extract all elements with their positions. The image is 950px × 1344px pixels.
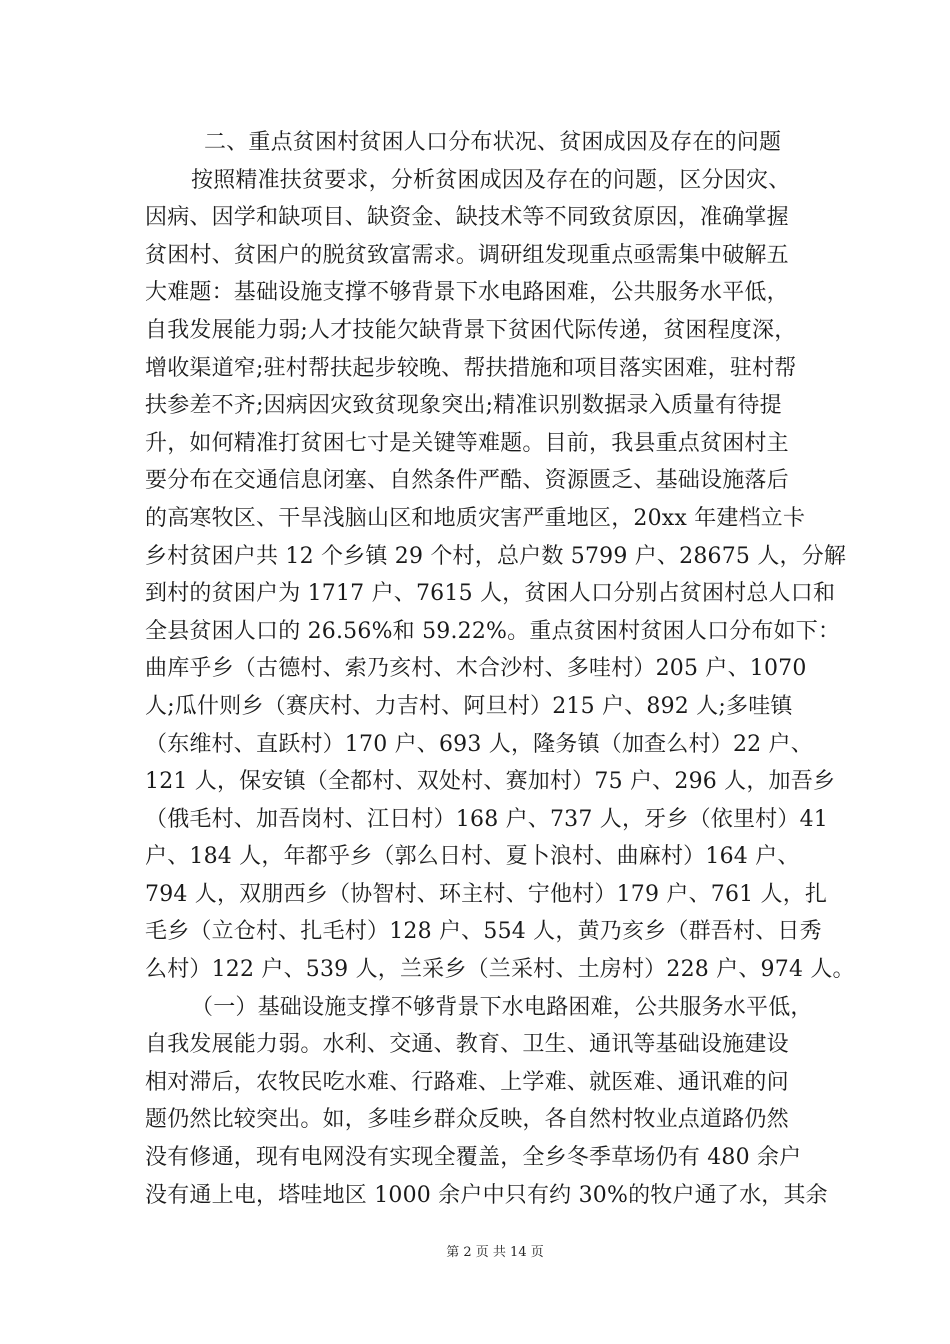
- text-line: 的高寒牧区、干旱浅脑山区和地质灾害严重地区，20xx 年建档立卡: [145, 505, 806, 531]
- paragraph-1: [145, 162, 855, 989]
- section-heading: 二、重点贫困村贫困人口分布状况、贫困成因及存在的问题: [204, 130, 782, 155]
- document-body: [145, 124, 855, 1214]
- text-line: 贫困村、贫困户的脱贫致富需求。调研组发现重点亟需集中破解五: [145, 242, 789, 268]
- page-footer: [0, 1245, 950, 1261]
- text-line: 扶参差不齐;因病因灾致贫现象突出;精准识别数据录入质量有待提: [145, 393, 782, 419]
- text-line: 要分布在交通信息闭塞、自然条件严酷、资源匮乏、基础设施落后: [145, 468, 789, 494]
- text-line: 相对滞后，农牧民吃水难、行路难、上学难、就医难、通讯难的问: [145, 1069, 789, 1095]
- text-line: 曲库乎乡（古德村、索乃亥村、木合沙村、多哇村）205 户、1070: [145, 656, 807, 682]
- text-line: 自我发展能力弱。水利、交通、教育、卫生、通讯等基础设施建设: [145, 1032, 789, 1058]
- text-line: 么村）122 户、539 人，兰采乡（兰采村、土房村）228 户、974 人。: [145, 957, 855, 983]
- text-line: 没有通上电，塔哇地区 1000 余户中只有约 30%的牧户通了水，其余: [145, 1182, 828, 1208]
- text-line: 到村的贫困户为 1717 户、7615 人，贫困人口分别占贫困村总人口和: [145, 581, 836, 607]
- text-line: 升，如何精准打贫困七寸是关键等难题。目前，我县重点贫困村主: [145, 430, 789, 456]
- text-line: （俄毛村、加吾岗村、江日村）168 户、737 人，牙乡（依里村）41: [145, 806, 828, 832]
- text-line: 自我发展能力弱;人才技能欠缺背景下贫困代际传递，贫困程度深，: [145, 317, 797, 343]
- text-line: （一）基础设施支撑不够背景下水电路困难，公共服务水平低，: [191, 994, 813, 1020]
- text-line: 因病、因学和缺项目、缺资金、缺技术等不同致贫原因，准确掌握: [145, 205, 789, 231]
- text-line: （东维村、直跃村）170 户、693 人，隆务镇（加查么村）22 户、: [145, 731, 813, 757]
- paragraph-2: [145, 989, 828, 1215]
- text-line: 人;瓜什则乡（赛庆村、力吉村、阿旦村）215 户、892 人;多哇镇: [145, 693, 793, 719]
- text-line: 增收渠道窄;驻村帮扶起步较晚、帮扶措施和项目落实困难，驻村帮: [145, 355, 797, 381]
- text-line: 按照精准扶贫要求，分析贫困成因及存在的问题，区分因灾、: [191, 167, 791, 193]
- text-line: 乡村贫困户共 12 个乡镇 29 个村，总户数 5799 户、28675 人，分解: [145, 543, 847, 569]
- text-line: 大难题：基础设施支撑不够背景下水电路困难，公共服务水平低，: [145, 280, 789, 306]
- text-line: 毛乡（立仓村、扎毛村）128 户、554 人，黄乃亥乡（群吾村、日秀: [145, 919, 822, 945]
- page-number-label: 第 2 页 共 14 页: [446, 1245, 544, 1260]
- text-line: 没有修通，现有电网没有实现全覆盖，全乡冬季草场仍有 480 余户: [145, 1145, 802, 1171]
- text-line: 户、184 人，年都乎乡（郭么日村、夏卜浪村、曲麻村）164 户、: [145, 844, 800, 870]
- text-line: 题仍然比较突出。如，多哇乡群众反映，各自然村牧业点道路仍然: [145, 1107, 789, 1133]
- text-line: 794 人，双朋西乡（协智村、环主村、宁他村）179 户、761 人，扎: [145, 881, 828, 907]
- text-line: 全县贫困人口的 26.56%和 59.22%。重点贫困村贫困人口分布如下：: [145, 618, 841, 644]
- text-line: 121 人，保安镇（全都村、双处村、赛加村）75 户、296 人，加吾乡: [145, 769, 836, 795]
